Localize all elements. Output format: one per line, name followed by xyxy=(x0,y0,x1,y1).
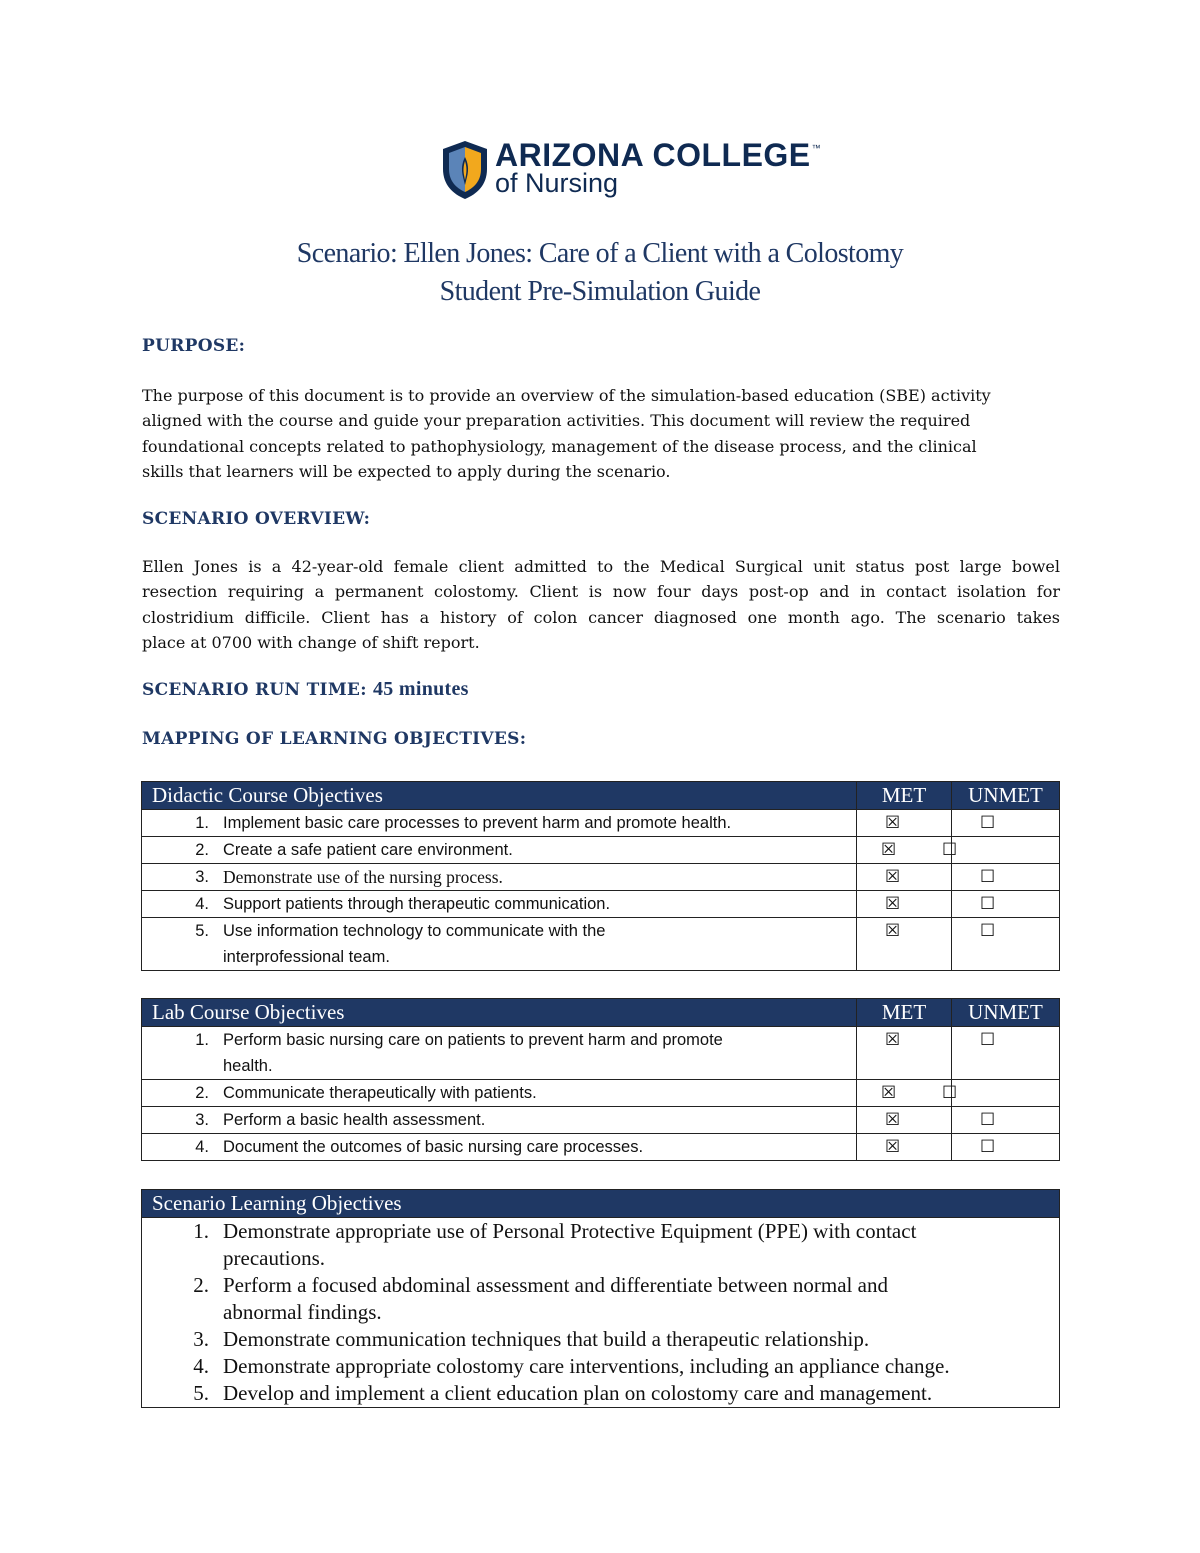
objective-line: Demonstrate appropriate use of Personal Protective Equipment (PPE) with contact xyxy=(223,1219,917,1243)
objective-line: health. xyxy=(223,1057,273,1075)
item-number: 3. xyxy=(195,1111,209,1129)
overview-heading: SCENARIO OVERVIEW: xyxy=(142,509,371,529)
unmet-checkbox[interactable]: ☐ xyxy=(942,1083,958,1103)
overview-line: Ellen Jones is a 42-year-old female client admitted to the Medical Surgical unit status post large bowel xyxy=(142,557,1060,576)
unmet-checkbox[interactable]: ☐ xyxy=(980,1030,996,1050)
met-checkbox[interactable]: ☒ xyxy=(885,894,901,914)
objective-line: Perform a focused abdominal assessment and differentiate between normal and xyxy=(223,1273,888,1297)
objective-text xyxy=(223,1027,856,1079)
objective-line: Use information technology to communicate with the xyxy=(223,922,606,940)
page-title: Scenario: Ellen Jones: Care of a Client with a Colostomy xyxy=(296,238,904,269)
objective-text xyxy=(223,1218,1059,1272)
item-number: 4. xyxy=(193,1354,209,1378)
unmet-checkbox[interactable]: ☐ xyxy=(980,1110,996,1130)
item-number: 2. xyxy=(195,841,209,859)
objective-text: Perform a basic health assessment. xyxy=(223,1111,486,1129)
met-checkbox[interactable]: ☒ xyxy=(885,1110,901,1130)
met-checkbox[interactable]: ☒ xyxy=(881,840,897,860)
objective-text: Develop and implement a client education plan on colostomy care and management. xyxy=(223,1381,933,1405)
purpose-line: foundational concepts related to pathophysiology, management of the disease process, and the clinical xyxy=(142,436,977,456)
table-row xyxy=(142,918,1060,971)
overview-line: clostridium difficile. Client has a history of colon cancer diagnosed one month ago. The scenario takes xyxy=(142,607,1060,627)
purpose-line: skills that learners will be expected to apply during the scenario. xyxy=(142,461,671,481)
objective-line: abnormal findings. xyxy=(223,1300,382,1324)
met-checkbox[interactable]: ☒ xyxy=(885,1030,901,1050)
objective-text: Demonstrate communication techniques that build a therapeutic relationship. xyxy=(223,1327,870,1351)
met-checkbox[interactable]: ☒ xyxy=(881,1083,897,1103)
objective-text: Support patients through therapeutic communication. xyxy=(223,895,611,913)
unmet-header: UNMET xyxy=(952,782,1060,810)
item-number: 2. xyxy=(195,1084,209,1102)
shield-icon xyxy=(440,139,490,201)
purpose-line: aligned with the course and guide your preparation activities. This document will review the required xyxy=(142,411,971,431)
list-item xyxy=(142,1353,1059,1380)
item-number: 2. xyxy=(193,1273,209,1297)
item-number: 1. xyxy=(195,814,209,832)
unmet-checkbox[interactable]: ☐ xyxy=(980,894,996,914)
unmet-header: UNMET xyxy=(952,999,1060,1027)
met-checkbox[interactable]: ☒ xyxy=(885,867,901,887)
overview-line: resection requiring a permanent colostomy. Client is now four days post-op and in contact isolation for xyxy=(142,582,1060,602)
purpose-line: The purpose of this document is to provide an overview of the simulation-based education (SBE) activity xyxy=(142,386,991,405)
objective-text: Implement basic care processes to prevent harm and promote health. xyxy=(223,814,732,832)
unmet-checkbox[interactable]: ☐ xyxy=(942,840,958,860)
purpose-paragraph xyxy=(142,383,1060,484)
lab-objectives-table xyxy=(141,998,1060,1161)
runtime-label: SCENARIO RUN TIME: xyxy=(142,680,373,700)
runtime-value: 45 minutes xyxy=(372,678,469,700)
objective-text: Demonstrate appropriate colostomy care interventions, including an appliance change. xyxy=(223,1354,950,1378)
overview-line: place at 0700 with change of shift report. xyxy=(142,632,480,652)
met-header: MET xyxy=(857,782,952,810)
unmet-checkbox[interactable]: ☐ xyxy=(980,867,996,887)
list-item xyxy=(142,1272,1059,1326)
met-checkbox[interactable]: ☒ xyxy=(885,813,901,833)
purpose-heading: PURPOSE: xyxy=(142,336,246,356)
unmet-checkbox[interactable]: ☐ xyxy=(980,921,996,941)
objective-text: Communicate therapeutically with patients. xyxy=(223,1084,537,1102)
logo-name: ARIZONA COLLEGE xyxy=(495,137,811,173)
scenario-objectives-table xyxy=(141,1189,1060,1408)
objective-line: Perform basic nursing care on patients to prevent harm and promote xyxy=(223,1031,723,1049)
item-number: 1. xyxy=(193,1219,209,1243)
table-row xyxy=(142,1107,1060,1134)
met-checkbox[interactable]: ☒ xyxy=(885,921,901,941)
list-item xyxy=(142,1380,1059,1407)
objective-text: Demonstrate use of the nursing process. xyxy=(223,867,503,887)
objective-text: Create a safe patient care environment. xyxy=(223,841,513,859)
table-row xyxy=(142,1080,1060,1107)
table-row xyxy=(142,1027,1060,1080)
item-number: 4. xyxy=(195,1138,209,1156)
mapping-heading: MAPPING OF LEARNING OBJECTIVES: xyxy=(142,729,527,749)
item-number: 4. xyxy=(195,895,209,913)
met-header: MET xyxy=(857,999,952,1027)
scenario-objectives-header: Scenario Learning Objectives xyxy=(142,1190,1060,1218)
trademark: ™ xyxy=(811,143,822,153)
table-row xyxy=(142,1218,1060,1408)
lab-header: Lab Course Objectives xyxy=(142,999,857,1027)
objective-line: interprofessional team. xyxy=(223,948,390,966)
scenario-objectives-list xyxy=(142,1218,1060,1408)
item-number: 5. xyxy=(193,1381,209,1405)
table-row xyxy=(142,810,1060,837)
table-row xyxy=(142,864,1060,891)
runtime-heading xyxy=(142,678,469,701)
table-row xyxy=(142,1134,1060,1161)
overview-paragraph xyxy=(142,554,1060,655)
objective-text xyxy=(223,918,856,970)
item-number: 3. xyxy=(193,1327,209,1351)
item-number: 3. xyxy=(195,868,209,886)
list-item xyxy=(142,1218,1059,1272)
objective-line: precautions. xyxy=(223,1246,326,1270)
page-subtitle: Student Pre-Simulation Guide xyxy=(439,276,761,307)
objective-text: Document the outcomes of basic nursing care processes. xyxy=(223,1138,644,1156)
table-row xyxy=(142,837,1060,864)
didactic-header: Didactic Course Objectives xyxy=(142,782,857,810)
didactic-objectives-table xyxy=(141,781,1060,971)
unmet-checkbox[interactable]: ☐ xyxy=(980,813,996,833)
table-row xyxy=(142,891,1060,918)
objective-text xyxy=(223,1272,1059,1326)
unmet-checkbox[interactable]: ☐ xyxy=(980,1137,996,1157)
college-logo xyxy=(440,137,822,203)
item-number: 5. xyxy=(195,922,209,940)
logo-subtitle: of Nursing xyxy=(495,168,619,198)
item-number: 1. xyxy=(195,1031,209,1049)
list-item xyxy=(142,1326,1059,1353)
met-checkbox[interactable]: ☒ xyxy=(885,1137,901,1157)
